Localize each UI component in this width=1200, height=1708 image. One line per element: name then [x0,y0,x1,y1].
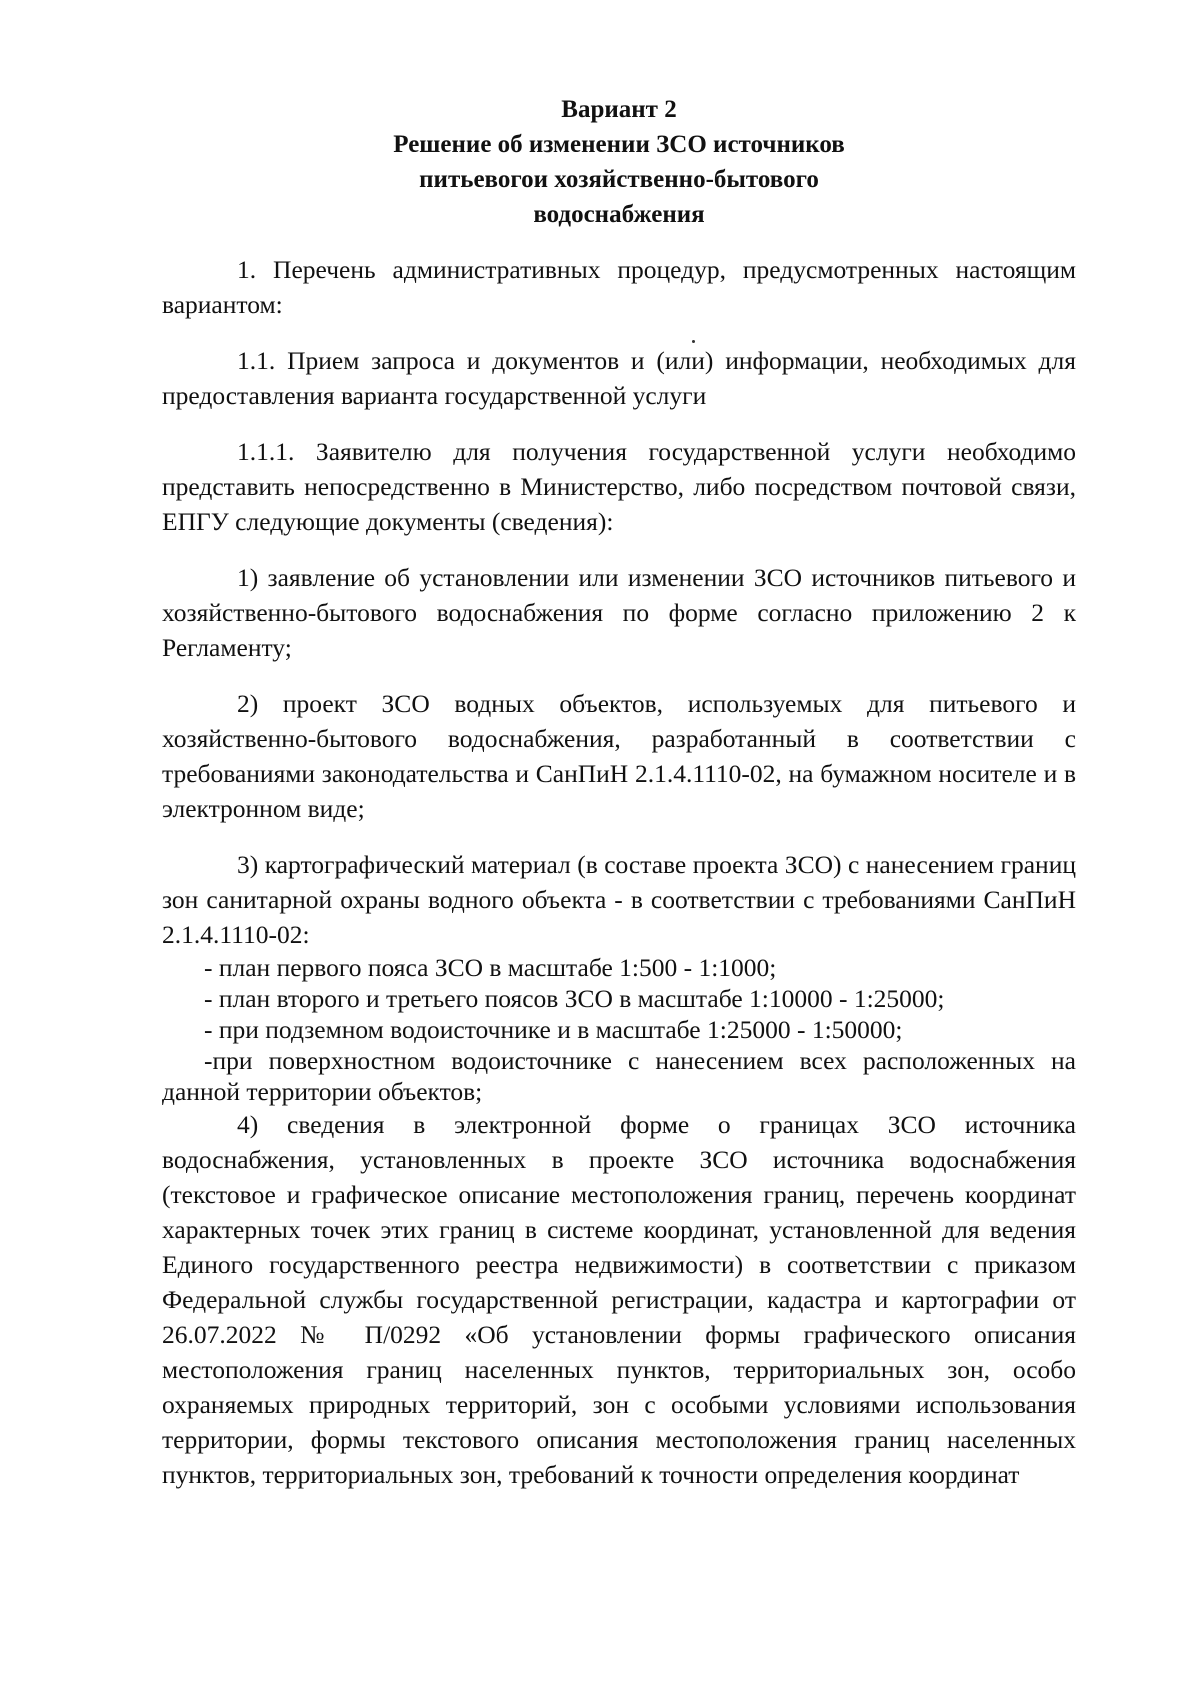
sublist-item-1: - план первого пояса ЗСО в масштабе 1:500 - 1:1000; [204,953,777,982]
sublist-item-2: - план второго и третьего поясов ЗСО в масштабе 1:10000 - 1:25000; [204,984,945,1013]
document-title [162,92,1076,232]
paragraph-1: 1. Перечень административных процедур, предусмотренных настоящим вариантом: [162,255,1076,319]
paragraph-1-1: 1.1. Прием запроса и документов и (или) информации, необходимых для предоставления варианта государственной услуги [162,346,1076,410]
sublist-item-3: - при подземном водоисточнике и в масштабе 1:25000 - 1:50000; [204,1015,903,1044]
title-line-2: Решение об изменении ЗСО источников [393,131,845,158]
list-item-1: 1) заявление об установлении или изменении ЗСО источников питьевого и хозяйственно-бытового водоснабжения по форме согласно приложению 2 к Регламенту; [162,563,1076,662]
list-item-3: 3) картографический материал (в составе проекта ЗСО) с нанесением границ зон санитарной охраны водного объекта - в соответствии с требованиями СанПиН 2.1.4.1110-02: [162,850,1076,949]
paragraph-1-1-1: 1.1.1. Заявителю для получения государственной услуги необходимо представить непосредственно в Министерство, либо посредством почтовой связи, ЕПГУ следующие документы (сведения): [162,437,1076,536]
list-item-2: 2) проект ЗСО водных объектов, используемых для питьевого и хозяйственно-бытового водоснабжения, разработанный в соответствии с требованиями законодательства и СанПиН 2.1.4.1110-02, на бумажном носителе и в электронном виде; [162,689,1076,823]
list-item-4: 4) сведения в электронной форме о границах ЗСО источника водоснабжения, установленных в проекте ЗСО источника водоснабжения (текстовое и графическое описание местоположения границ, перечень координат характерных точек этих границ в системе координат, установленной для ведения Единого государственного реестра недвижимости) в соответствии с приказом Федеральной службы государственной регистрации, кадастра и картографии от 26.07.2022 № П/0292 «Об установлении формы графического описания местоположения границ населенных пунктов, территориальных зон, особо охраняемых природных территорий, зон с особыми условиями использования территории, формы текстового описания местоположения границ населенных пунктов, территориальных зон, требований к точности определения координат [162,1110,1076,1489]
scan-speck [692,340,695,343]
title-line-1: Вариант 2 [561,96,677,123]
title-line-4: водоснабжения [533,201,705,228]
title-line-3: питьевогои хозяйственно-бытового [419,166,819,193]
sublist-item-4: -при поверхностном водоисточнике с нанесением всех расположенных на данной территории объектов; [162,1046,1076,1106]
